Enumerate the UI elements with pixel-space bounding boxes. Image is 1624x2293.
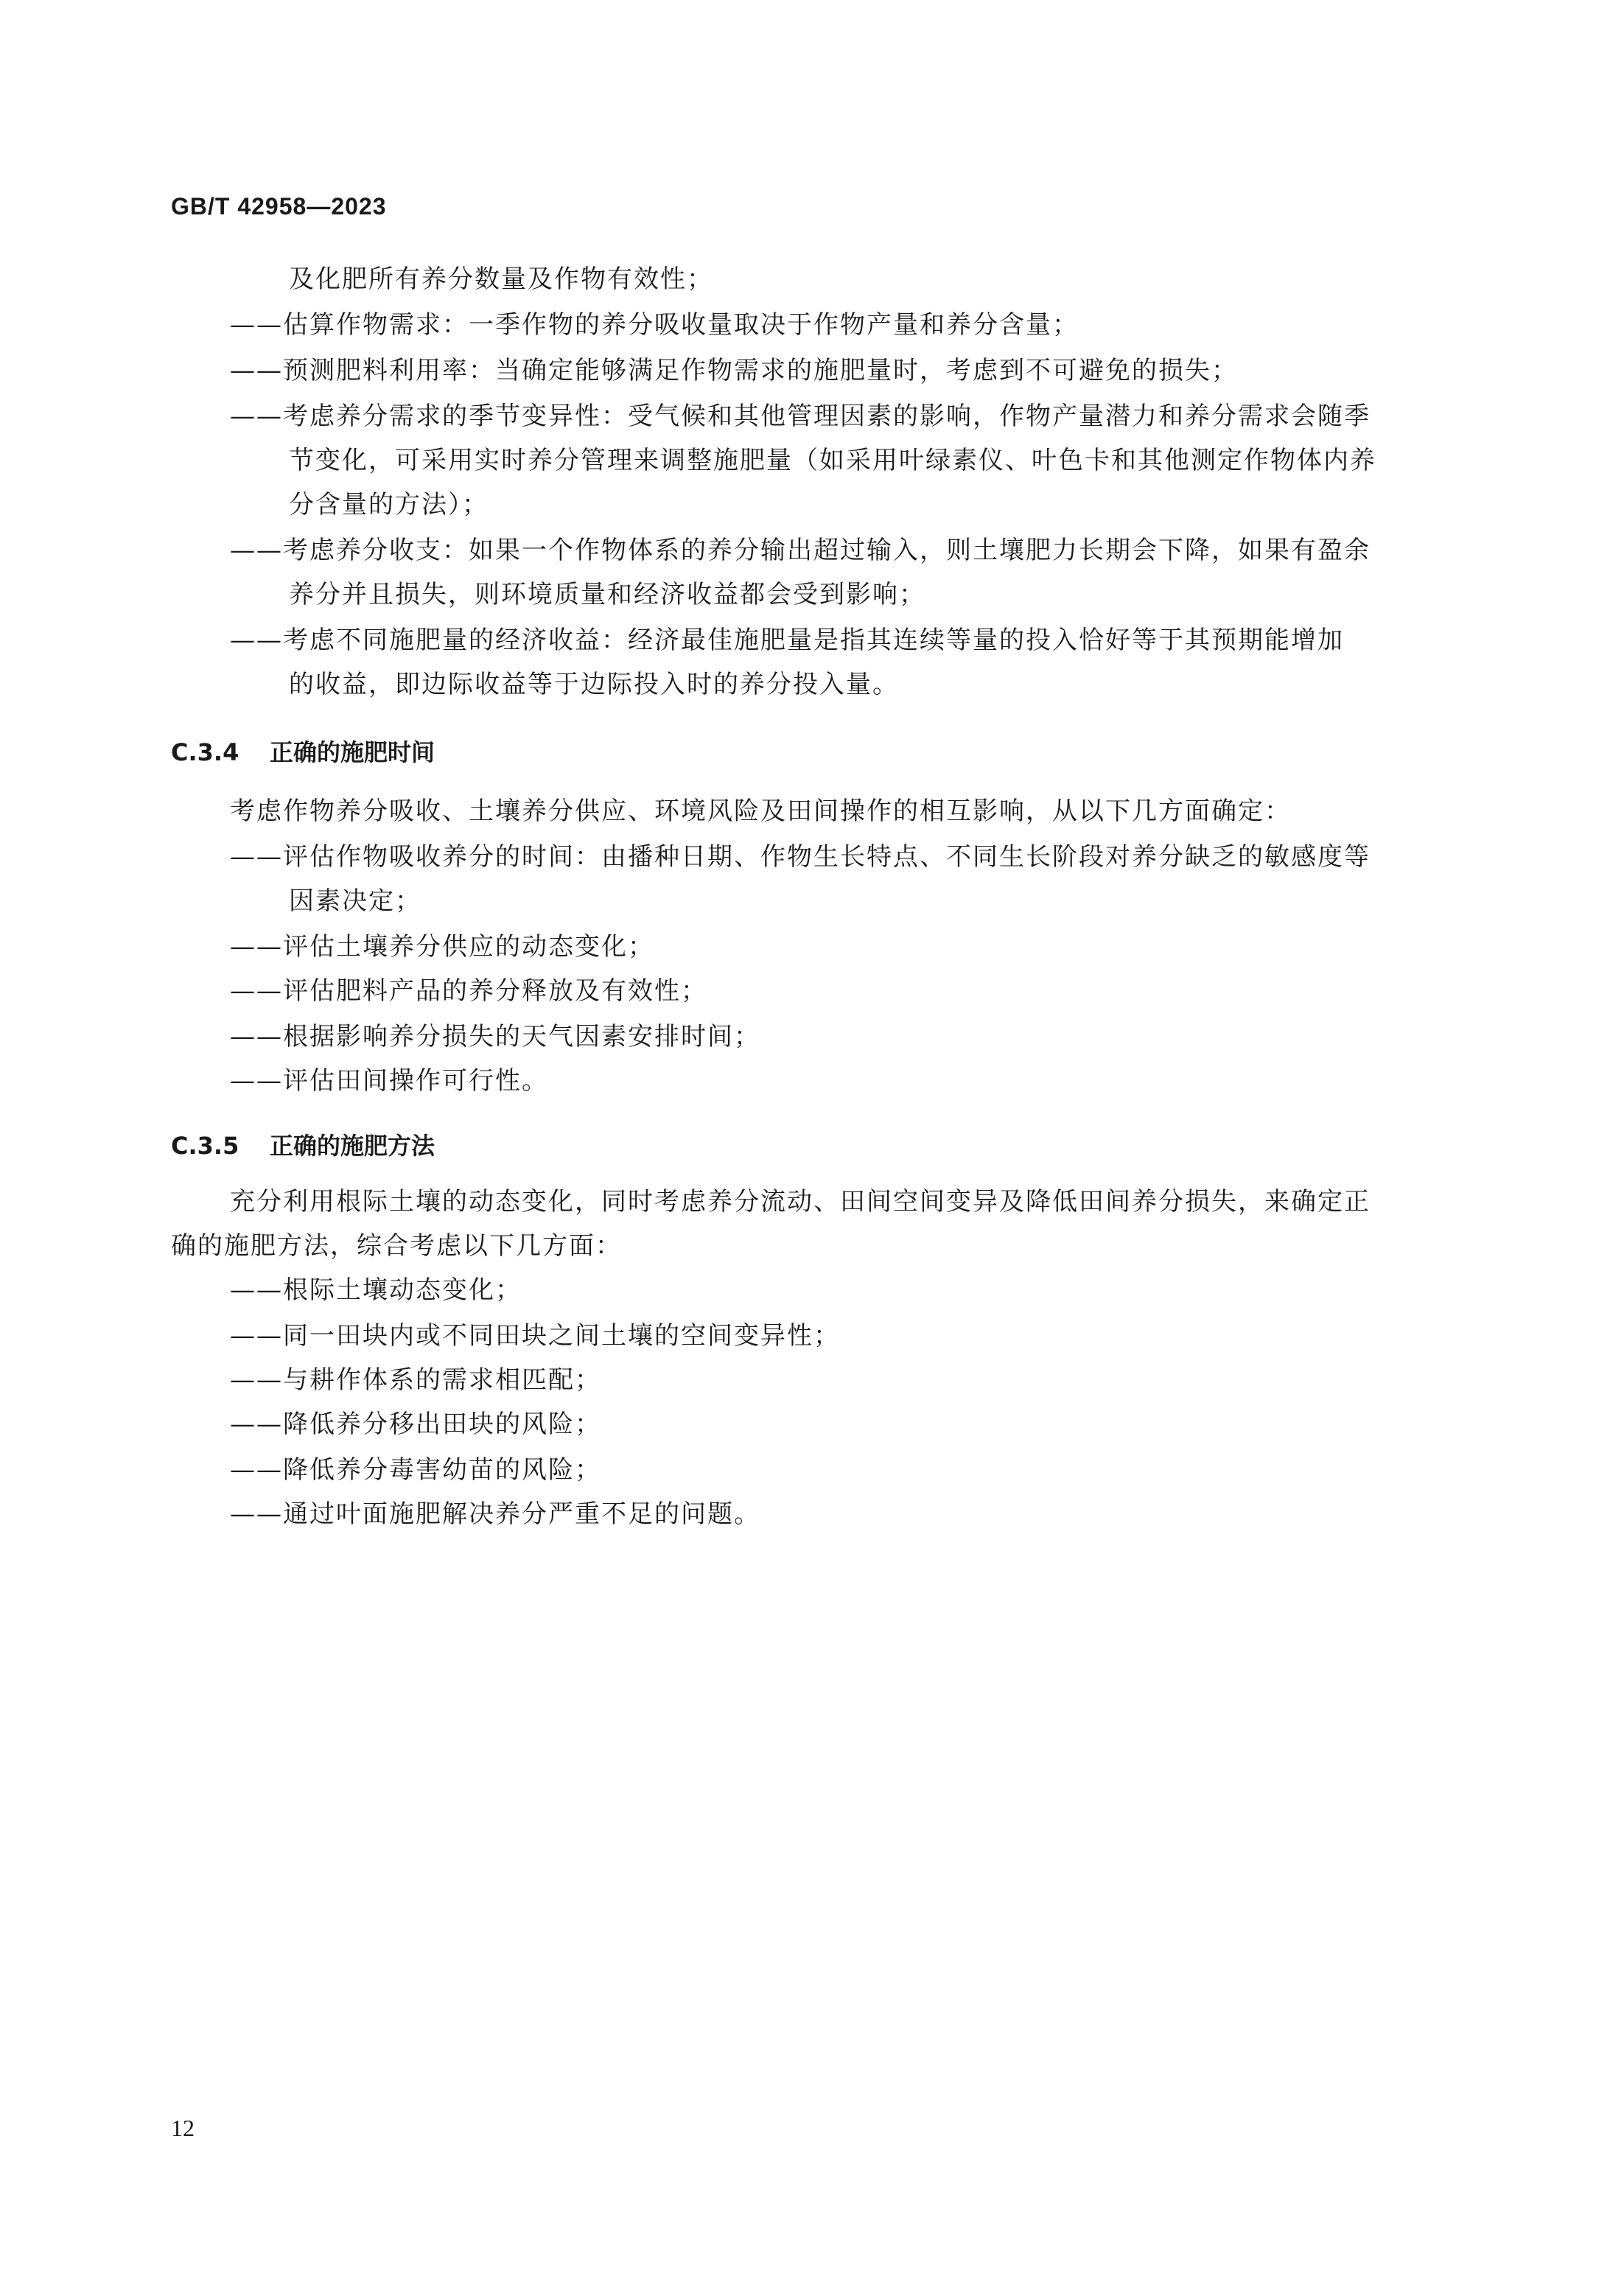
text-line: ——根际土壤动态变化； [230, 1275, 522, 1305]
text-line: 充分利用根际土壤的动态变化，同时考虑养分流动、田间空间变异及降低田间养分损失，来确定正 [230, 1187, 1371, 1216]
text-line: 及化肥所有养分数量及作物有效性； [289, 265, 713, 294]
text-line: ——通过叶面施肥解决养分严重不足的问题。 [230, 1499, 760, 1529]
text-line: ——考虑不同施肥量的经济收益：经济最佳施肥量是指其连续等量的投入恰好等于其预期能增加 [230, 626, 1344, 655]
text-line: ——评估作物吸收养分的时间：由播种日期、作物生长特点、不同生长阶段对养分缺乏的敏感度等 [230, 842, 1371, 872]
text-line: ——考虑养分需求的季节变异性：受气候和其他管理因素的影响，作物产量潜力和养分需求会随季 [230, 402, 1371, 431]
text-line: ——评估肥料产品的养分释放及有效性； [230, 976, 707, 1006]
section-title: 正确的施肥时间 [270, 738, 435, 766]
text-line: 考虑作物养分吸收、土壤养分供应、环境风险及田间操作的相互影响，从以下几方面确定： [230, 797, 1291, 826]
section-number: C.3.4 [171, 738, 239, 766]
text-line: ——评估田间操作可行性。 [230, 1066, 548, 1096]
text-line: ——降低养分毒害幼苗的风险； [230, 1455, 601, 1485]
text-line: 确的施肥方法，综合考虑以下几方面： [171, 1231, 622, 1261]
section-heading-c35 [171, 1127, 435, 1161]
section-number: C.3.5 [171, 1132, 239, 1160]
text-line: ——考虑养分收支：如果一个作物体系的养分输出超过输入，则土壤肥力长期会下降，如果有盈余 [230, 536, 1371, 565]
standard-code-header: GB/T 42958—2023 [171, 193, 387, 220]
text-line: 养分并且损失，则环境质量和经济收益都会受到影响； [289, 580, 925, 609]
text-line: 因素决定； [289, 886, 421, 916]
section-heading-c34 [171, 734, 435, 768]
text-line: ——估算作物需求：一季作物的养分吸收量取决于作物产量和养分含量； [230, 310, 1079, 340]
text-line: ——根据影响养分损失的天气因素安排时间； [230, 1022, 760, 1051]
page-number: 12 [171, 2115, 195, 2141]
text-line: 分含量的方法）； [289, 490, 489, 519]
text-line: ——预测肥料利用率：当确定能够满足作物需求的施肥量时，考虑到不可避免的损失； [230, 356, 1238, 385]
text-line: ——评估土壤养分供应的动态变化； [230, 932, 654, 962]
text-line: ——同一田块内或不同田块之间土壤的空间变异性； [230, 1321, 840, 1351]
text-line: ——与耕作体系的需求相匹配； [230, 1365, 601, 1395]
section-title: 正确的施肥方法 [270, 1132, 435, 1160]
text-line: ——降低养分移出田块的风险； [230, 1410, 601, 1439]
text-line: 的收益，即边际收益等于边际投入时的养分投入量。 [289, 670, 899, 699]
text-line: 节变化，可采用实时养分管理来调整施肥量（如采用叶绿素仪、叶色卡和其他测定作物体内养 [289, 446, 1376, 475]
